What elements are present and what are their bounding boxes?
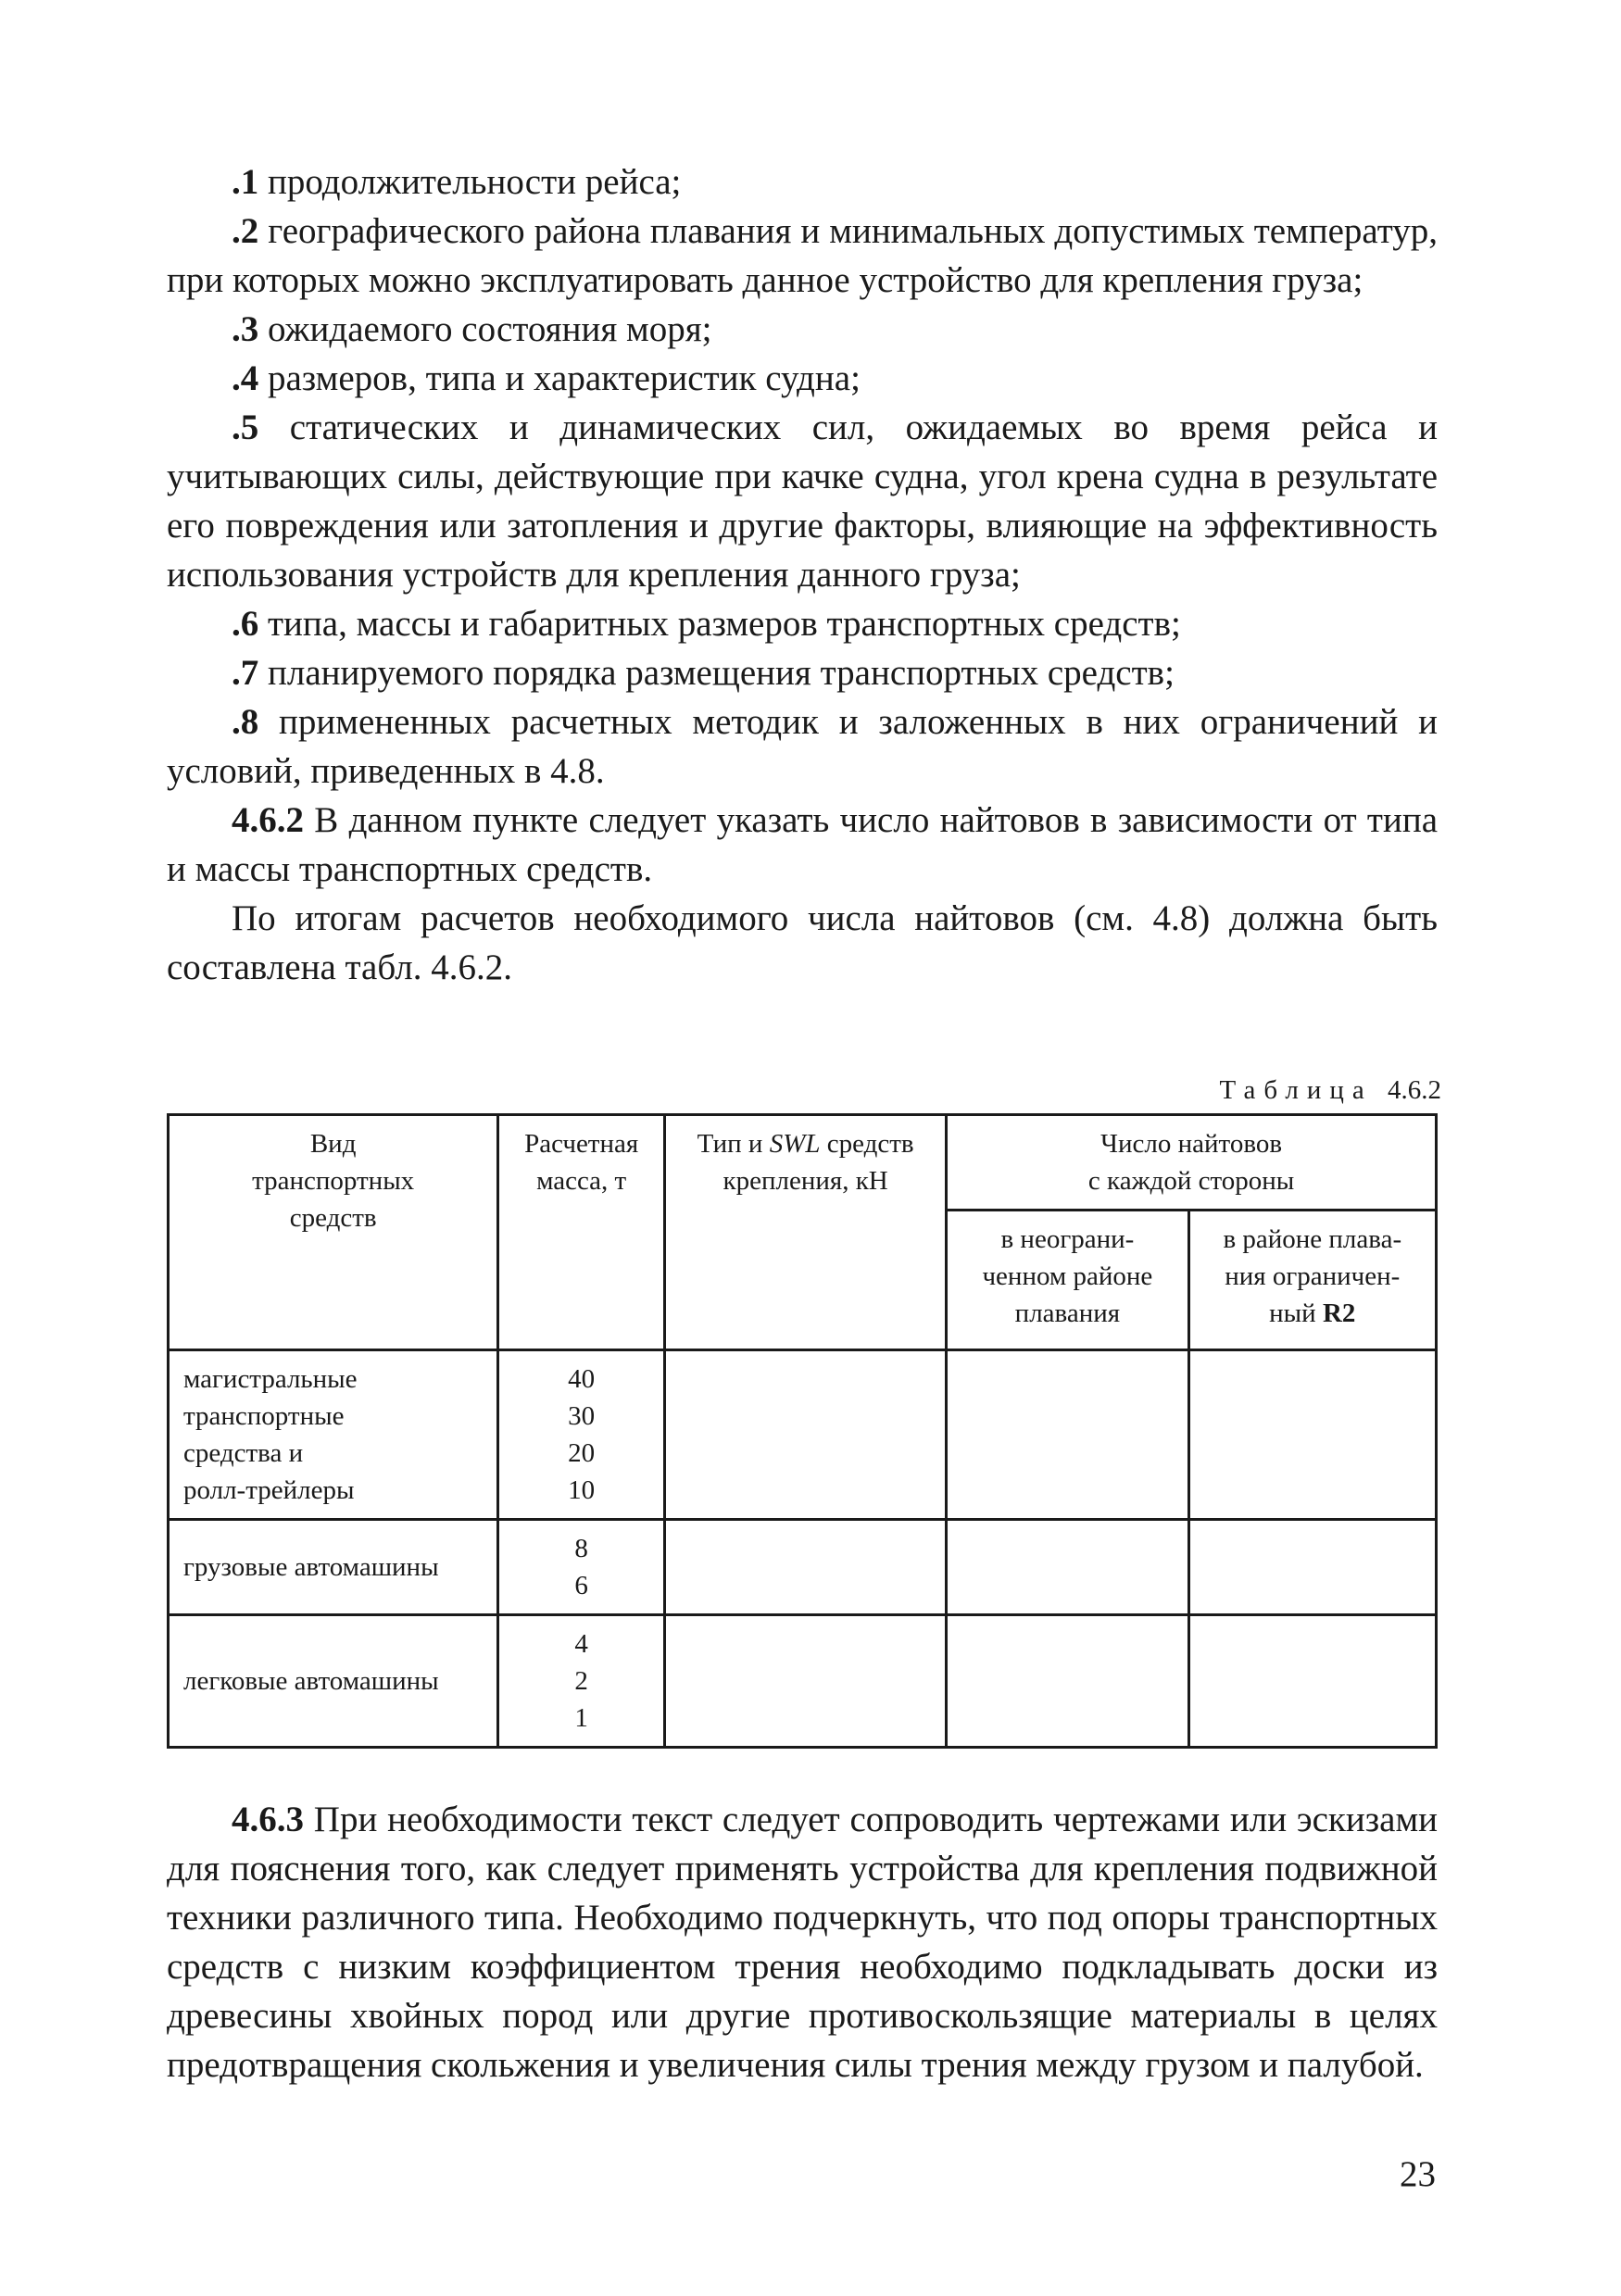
row-unrestricted-cell	[947, 1615, 1188, 1748]
header-unrestricted-area: в неограни- ченном районе плавания	[947, 1211, 1188, 1350]
table-row	[169, 1520, 1437, 1615]
header-design-mass: Расчетная масса, т	[498, 1115, 665, 1350]
row-unrestricted-cell	[947, 1520, 1188, 1615]
row-swl-cell	[665, 1615, 947, 1748]
results-paragraph: По итогам расчетов необходимого числа найтовов (см. 4.8) должна быть составлена табл. 4.6.2.	[167, 898, 1438, 987]
page-number: 23	[1400, 2154, 1436, 2194]
header-lashings-count: Число найтовов с каждой стороны	[947, 1115, 1437, 1211]
list-item-1: .1 продолжительности рейса;	[232, 162, 682, 202]
row-masses: 40 30 20 10	[498, 1350, 665, 1520]
row-restricted-cell	[1188, 1350, 1436, 1520]
table-row	[169, 1350, 1437, 1520]
list-item-7: .7 планируемого порядка размещения транспортных средств;	[232, 653, 1175, 693]
list-item-6: .6 типа, массы и габаритных размеров транспортных средств;	[232, 604, 1181, 644]
table-row	[169, 1615, 1437, 1748]
row-vehicle-type: магистральные транспортные средства и ролл-трейлеры	[169, 1350, 498, 1520]
list-item-4: .4 размеров, типа и характеристик судна;	[232, 358, 861, 398]
list-item-5: .5 статических и динамических сил, ожидаемых во время рейса и учитывающих силы, действующие при качке судна, угол крена судна в результате его повреждения или затопления и другие факторы, влияющие на эффективность использования устройств для крепления данного груза;	[167, 408, 1438, 595]
row-restricted-cell	[1188, 1520, 1436, 1615]
header-vehicle-type: Вид транспортных средств	[169, 1115, 498, 1350]
list-item-3: .3 ожидаемого состояния моря;	[232, 309, 712, 349]
row-masses: 4 2 1	[498, 1615, 665, 1748]
section-4-6-2: 4.6.2 В данном пункте следует указать число найтовов в зависимости от типа и массы транспортных средств.	[167, 800, 1438, 889]
table-caption: Таблица 4.6.2	[1219, 1075, 1441, 1105]
row-unrestricted-cell	[947, 1350, 1188, 1520]
row-restricted-cell	[1188, 1615, 1436, 1748]
row-vehicle-type: грузовые автомашины	[169, 1520, 498, 1615]
list-item-8: .8 примененных расчетных методик и заложенных в них ограничений и условий, приведенных в 4.8.	[167, 702, 1438, 791]
list-item-2: .2 географического района плавания и минимальных допустимых температур, при которых можно эксплуатировать данное устройство для крепления груза;	[167, 211, 1438, 300]
row-swl-cell	[665, 1520, 947, 1615]
section-4-6-3: 4.6.3 При необходимости текст следует сопроводить чертежами или эскизами для пояснения того, как следует применять устройства для крепления подвижной техники различного типа. Необходимо подчеркнуть, что под опоры транспортных средств с низким коэффициентом трения необходимо подкладывать доски из древесины хвойных пород или другие противоскользящие материалы в целях предотвращения скольжения и увеличения силы трения между грузом и палубой.	[167, 1800, 1438, 2085]
page-content	[167, 157, 1441, 2089]
lashing-table	[167, 1113, 1438, 1749]
row-masses: 8 6	[498, 1520, 665, 1615]
header-swl: Тип и SWL средств крепления, кН	[665, 1115, 947, 1350]
header-restricted-area: в районе плава- ния ограничен- ный R2	[1188, 1211, 1436, 1350]
row-vehicle-type: легковые автомашины	[169, 1615, 498, 1748]
row-swl-cell	[665, 1350, 947, 1520]
